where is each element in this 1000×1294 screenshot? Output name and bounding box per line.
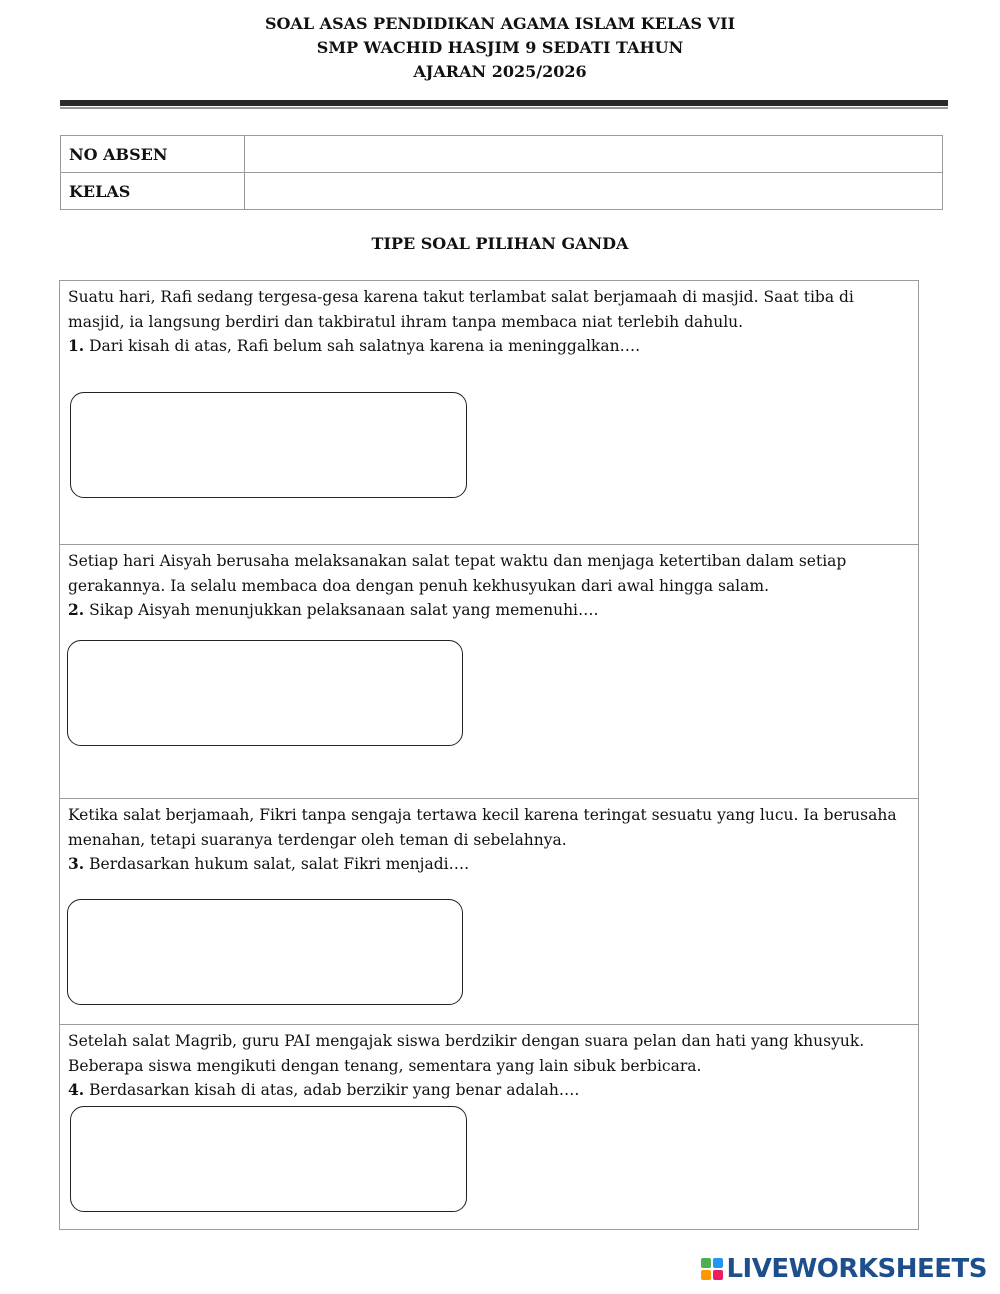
liveworksheets-logo-icon bbox=[701, 1258, 723, 1280]
kelas-label: KELAS bbox=[61, 173, 245, 210]
question-3 bbox=[60, 799, 918, 1025]
brand-text: LIVEWORKSHEETS bbox=[726, 1254, 987, 1284]
answer-box[interactable] bbox=[70, 1106, 467, 1212]
info-row-no-absen bbox=[61, 136, 943, 173]
question-prompt: Berdasarkan hukum salat, salat Fikri menjadi…. bbox=[89, 855, 470, 873]
question-prompt-line bbox=[68, 1078, 910, 1103]
question-prompt-line bbox=[68, 598, 910, 623]
question-story: Suatu hari, Rafi sedang tergesa-gesa karena takut terlambat salat berjamaah di masjid. Saat tiba di masjid, ia langsung berdiri dan takbiratul ihram tanpa membaca niat terlebih dahulu. bbox=[68, 288, 854, 331]
logo-square bbox=[713, 1258, 723, 1268]
answer-box[interactable] bbox=[67, 899, 463, 1005]
question-4 bbox=[60, 1025, 918, 1229]
question-story: Setiap hari Aisyah berusaha melaksanakan salat tepat waktu dan menjaga ketertiban dalam setiap gerakannya. Ia selalu membaca doa dengan penuh kekhusyukan dari awal hingga salam. bbox=[68, 552, 847, 595]
question-number: 2. bbox=[68, 600, 85, 619]
question-2 bbox=[60, 545, 918, 799]
section-title: TIPE SOAL PILIHAN GANDA bbox=[371, 234, 629, 253]
kelas-value[interactable] bbox=[245, 173, 943, 210]
question-prompt-line bbox=[68, 334, 910, 359]
header-line-1: SOAL ASAS PENDIDIKAN AGAMA ISLAM KELAS VII bbox=[264, 14, 736, 33]
answer-box[interactable] bbox=[67, 640, 463, 746]
question-number: 1. bbox=[68, 336, 85, 355]
no-absen-label: NO ABSEN bbox=[61, 136, 245, 173]
logo-square bbox=[701, 1270, 711, 1280]
question-prompt: Sikap Aisyah menunjukkan pelaksanaan salat yang memenuhi…. bbox=[89, 601, 599, 619]
logo-square bbox=[701, 1258, 711, 1268]
header-divider bbox=[60, 100, 948, 106]
question-prompt-line bbox=[68, 852, 910, 877]
no-absen-value[interactable] bbox=[245, 136, 943, 173]
header-divider-shadow bbox=[60, 107, 948, 109]
answer-box[interactable] bbox=[70, 392, 467, 498]
liveworksheets-brand bbox=[701, 1253, 987, 1285]
question-1 bbox=[60, 281, 918, 545]
logo-square bbox=[713, 1270, 723, 1280]
header-line-3: AJARAN 2025/2026 bbox=[413, 62, 587, 81]
question-story: Ketika salat berjamaah, Fikri tanpa sengaja tertawa kecil karena teringat sesuatu yang lucu. Ia berusaha menahan, tetapi suaranya terdengar oleh teman di sebelahnya. bbox=[68, 806, 897, 849]
info-row-kelas bbox=[61, 173, 943, 210]
question-prompt: Dari kisah di atas, Rafi belum sah salatnya karena ia meninggalkan…. bbox=[89, 337, 641, 355]
questions-container bbox=[59, 280, 919, 1230]
question-number: 3. bbox=[68, 854, 85, 873]
header-line-2: SMP WACHID HASJIM 9 SEDATI TAHUN bbox=[316, 38, 684, 57]
question-number: 4. bbox=[68, 1080, 85, 1099]
question-prompt: Berdasarkan kisah di atas, adab berzikir yang benar adalah…. bbox=[89, 1081, 580, 1099]
student-info-table bbox=[60, 135, 943, 210]
question-story: Setelah salat Magrib, guru PAI mengajak siswa berdzikir dengan suara pelan dan hati yang khusyuk. Beberapa siswa mengikuti dengan tenang, sementara yang lain sibuk berbicara. bbox=[68, 1032, 865, 1075]
worksheet-header bbox=[0, 12, 1000, 84]
